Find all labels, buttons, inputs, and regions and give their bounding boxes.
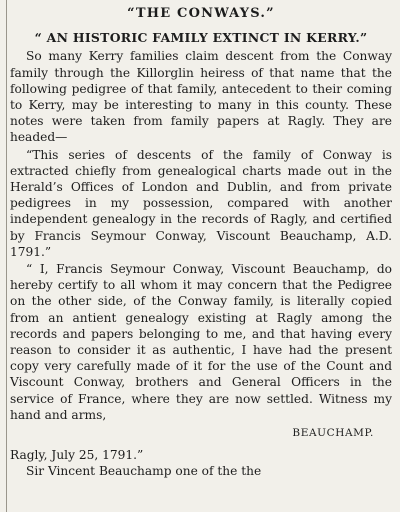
article-headline: “THE CONWAYS.” — [127, 6, 275, 21]
cutoff-line: Sir Vincent Beauchamp one of the the — [26, 464, 262, 479]
article-column — [10, 6, 392, 480]
dateline: Ragly, July 25, 1791.” — [10, 448, 144, 463]
signature: BEAUCHAMP. — [292, 427, 374, 440]
column-rule — [6, 0, 7, 512]
article-subheadline: “ AN HISTORIC FAMILY EXTINCT IN KERRY.” — [34, 30, 368, 46]
intro-paragraph: So many Kerry families claim descent from the Conway family through the Killorglin heiress of that name that the following pedigree of that family, antecedent to their coming to Kerry, may be interesting to many in this county. These notes were taken from family papers at Ragly. They are headed— — [10, 49, 392, 145]
quoted-paragraph-2: “ I, Francis Seymour Conway, Viscount Beauchamp, do hereby certify to all whom it may concern that the Pedigree on the other side, of the Conway family, is literally copied from an antient genealogy existing at Ragly among the records and papers belonging to me, and that having every reason to consider it as authentic, I have had the present copy very carefully made of it for the use of the Count and Viscount Conway, brothers and General Officers in the service of France, where they are now settled. Witness my hand and arms, — [10, 262, 392, 422]
quoted-paragraph-1: “This series of descents of the family of Conway is extracted chiefly from genealogical charts made out in the Herald’s Offices of London and Dublin, and from private pedigrees in my possession, compared with another independent genealogy in the records of Ragly, and certified by Francis Seymour Conway, Viscount Beauchamp, A.D. 1791.” — [10, 147, 392, 259]
